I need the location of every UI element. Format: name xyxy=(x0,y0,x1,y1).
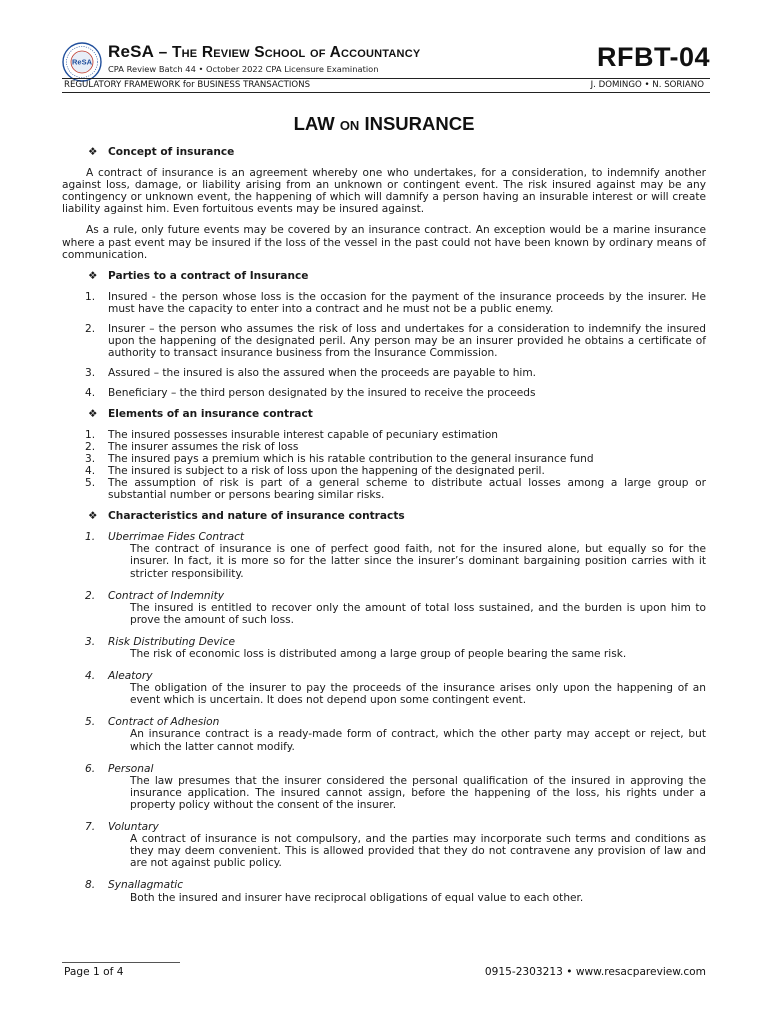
list-number: 7. xyxy=(85,821,96,834)
logo-text: ReSA xyxy=(71,57,93,67)
subheader xyxy=(62,79,710,92)
list-number: 2. xyxy=(85,323,96,336)
list-item xyxy=(62,387,706,399)
characteristic-description: An insurance contract is a ready-made form of contract, which the other party may accept or reject, but which the latter cannot modify. xyxy=(130,728,706,753)
list-number: 1. xyxy=(85,290,96,303)
elements-list xyxy=(62,429,706,502)
batch-line: CPA Review Batch 44 • October 2022 CPA Licensure Examination xyxy=(108,64,379,74)
characteristic-title: Voluntary xyxy=(108,821,159,834)
page-title: LAW ON INSURANCE xyxy=(293,113,475,134)
document-body xyxy=(62,146,706,914)
list-item xyxy=(62,590,706,626)
list-item xyxy=(62,465,706,477)
resa-logo xyxy=(62,42,102,82)
characteristic-description: The contract of insurance is one of perfect good faith, not for the insured alone, but equally so for the insurer. In fact, it is more so for the latter since the insurer’s dominant bargaining position carries with it stricter responsibility. xyxy=(130,543,706,580)
characteristic-title: Risk Distributing Device xyxy=(108,635,235,648)
list-item xyxy=(62,763,706,811)
diamond-bullet-icon: ❖ xyxy=(88,269,98,282)
section-heading-elements: ❖ Elements of an insurance contract xyxy=(88,407,313,420)
list-number: 4. xyxy=(85,670,96,683)
concept-paragraph-2: As a rule, only future events may be covered by an insurance contract. An exception would be a marine insurance where a past event may be insured if the loss of the vessel in the past could not have been known by ordinary means of communication. xyxy=(62,224,706,261)
list-number: 3. xyxy=(85,367,96,380)
section-heading-characteristics: ❖ Characteristics and nature of insurance contracts xyxy=(88,510,405,523)
list-text: Insurer – the person who assumes the risk of loss and undertakes for a consideration to indemnify the insured upon the happening of the designated peril. Any person may be an insurer provided he obtains a certificate of authority to transact insurance business from the Insurance Commission. xyxy=(108,323,706,360)
list-text: Assured – the insured is also the assured when the proceeds are payable to him. xyxy=(108,367,537,380)
list-item xyxy=(62,636,706,660)
characteristic-description: The law presumes that the insurer considered the personal qualification of the insured in approving the insurance application. The insured cannot assign, before the happening of the loss, his rights under a property policy without the consent of the insurer. xyxy=(130,774,706,811)
list-item xyxy=(62,879,706,903)
characteristic-title: Contract of Indemnity xyxy=(108,589,224,602)
list-number: 4. xyxy=(85,387,96,400)
list-number: 5. xyxy=(85,716,96,729)
characteristic-description: The insured is entitled to recover only the amount of total loss sustained, and the burden is upon him to prove the amount of such loss. xyxy=(130,601,706,626)
list-item xyxy=(62,323,706,359)
list-item xyxy=(62,821,706,869)
list-item xyxy=(62,670,706,706)
list-number: 1. xyxy=(85,531,96,544)
characteristic-title: Contract of Adhesion xyxy=(108,716,220,729)
footer-contact: 0915-2303213 • www.resacpareview.com xyxy=(484,966,706,978)
list-text: Beneficiary – the third person designated by the insured to receive the proceeds xyxy=(108,387,536,400)
document-code: RFBT-04 xyxy=(596,42,710,72)
list-number: 4. xyxy=(85,464,96,477)
list-item xyxy=(62,291,706,315)
section-heading-parties: ❖ Parties to a contract of Insurance xyxy=(88,269,309,282)
list-text: The insured pays a premium which is his ratable contribution to the general insurance fund xyxy=(108,452,594,465)
list-item xyxy=(62,441,706,453)
parties-list xyxy=(62,291,706,400)
list-number: 2. xyxy=(85,440,96,453)
characteristics-list xyxy=(62,531,706,903)
authors: J. DOMINGO • N. SORIANO xyxy=(590,80,704,90)
list-item xyxy=(62,716,706,752)
list-number: 6. xyxy=(85,762,96,775)
footer-rule xyxy=(62,962,180,963)
characteristic-title: Personal xyxy=(108,762,154,775)
concept-paragraph-1: A contract of insurance is an agreement whereby one who undertakes, for a consideration, to indemnify another against loss, damage, or liability arising from an unknown or contingent event. The risk insured against may be any contingency or unknown event, the happening of which will damnify a person having an insurable interest or will create liability against him. Even fortuitous events may be insured against. xyxy=(62,167,706,216)
list-text: The assumption of risk is part of a general scheme to distribute actual losses among a large group or substantial number or persons bearing similar risks. xyxy=(108,476,706,502)
characteristic-title: Aleatory xyxy=(108,670,153,683)
diamond-bullet-icon: ❖ xyxy=(88,407,98,420)
list-text: The insured possesses insurable interest capable of pecuniary estimation xyxy=(108,428,499,441)
characteristic-description: The risk of economic loss is distributed among a large group of people bearing the same risk. xyxy=(130,648,627,660)
section-heading-concept: ❖ Concept of insurance xyxy=(88,146,235,158)
list-number: 3. xyxy=(85,452,96,465)
list-number: 1. xyxy=(85,428,96,441)
list-text: The insured is subject to a risk of loss upon the happening of the designated peril. xyxy=(108,464,545,477)
list-number: 2. xyxy=(85,589,96,602)
list-item xyxy=(62,429,706,441)
diamond-bullet-icon: ❖ xyxy=(88,510,98,523)
list-number: 5. xyxy=(85,476,96,489)
list-item xyxy=(62,453,706,465)
characteristic-description: A contract of insurance is not compulsory, and the parties may incorporate such terms and conditions as they may deem convenient. This is allowed provided that they do not contravene any provision of law and are not against public policy. xyxy=(130,833,706,870)
characteristic-title: Synallagmatic xyxy=(108,879,184,892)
list-text: The insurer assumes the risk of loss xyxy=(108,440,299,453)
header-rule-bottom xyxy=(62,92,710,93)
list-number: 3. xyxy=(85,635,96,648)
list-item xyxy=(62,531,706,579)
list-number: 8. xyxy=(85,879,96,892)
school-name: ReSA – The Review School of Accountancy xyxy=(108,42,421,61)
list-item xyxy=(62,477,706,501)
list-item xyxy=(62,367,706,379)
characteristic-description: Both the insured and insurer have reciprocal obligations of equal value to each other. xyxy=(130,891,584,904)
page-number: Page 1 of 4 xyxy=(64,966,124,978)
list-text: Insured - the person whose loss is the occasion for the payment of the insurance proceeds by the insurer. He must have the capacity to enter into a contract and he must not be a public enemy. xyxy=(108,290,706,315)
characteristic-description: The obligation of the insurer to pay the proceeds of the insurance arises only upon the happening of an event which is uncertain. It does not depend upon some contingent event. xyxy=(130,682,706,707)
characteristic-title: Uberrimae Fides Contract xyxy=(108,531,245,544)
diamond-bullet-icon: ❖ xyxy=(88,146,98,158)
subject-title: REGULATORY FRAMEWORK for BUSINESS TRANSACTIONS xyxy=(64,80,311,90)
